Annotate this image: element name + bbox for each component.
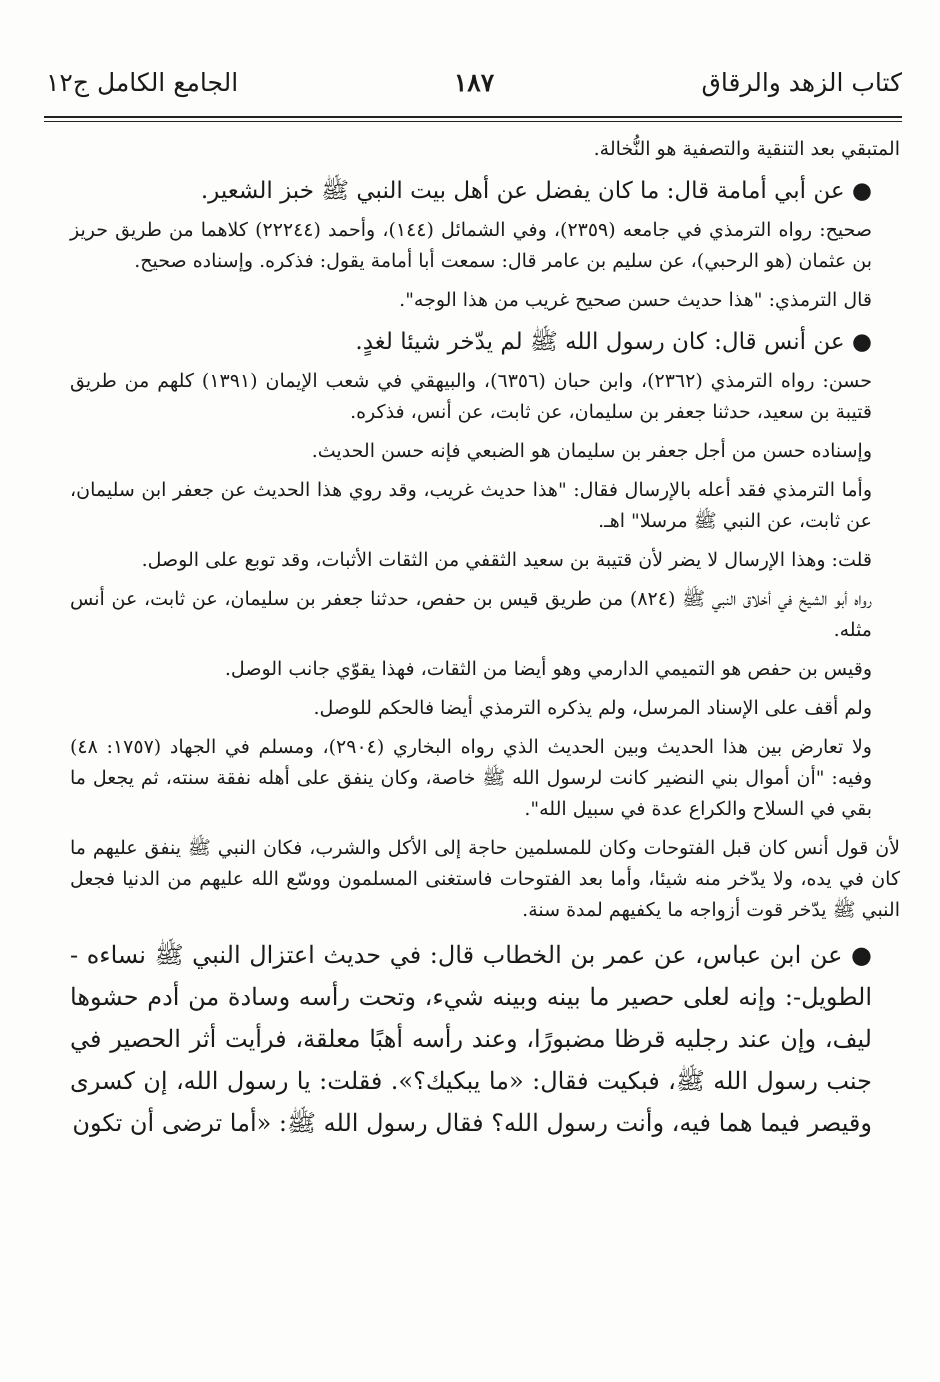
chapter-title: كتاب الزهد والرقاق <box>701 68 902 97</box>
paragraph: ولا تعارض بين هذا الحديث وبين الحديث الذي رواه البخاري (٢٩٠٤)، ومسلم في الجهاد (١٧٥٧: ٤٨) وفيه: "أن أموال بني النضير كانت لرسول الله ﷺ خاصة، وكان ينفق على أهله نفقة سنته، ثم يجعل ما بقي في السلاح والكراع عدة في سبيل الله". <box>70 736 872 820</box>
takhrij-paragraph: صحيح: رواه الترمذي في جامعه (٢٣٥٩)، وفي الشمائل (١٤٤)، وأحمد (٢٢٢٤٤) كلاهما من طريق حريز بن عثمان (هو الرحبي)، عن سليم بن عامر قال: سمعت أبا أمامة يقول: فذكره. وإسناده صحيح. <box>70 219 872 272</box>
paragraph: قال الترمذي: "هذا حديث حسن صحيح غريب من هذا الوجه". <box>399 289 872 311</box>
page-number: ١٨٧ <box>453 68 495 97</box>
paragraph: المتبقي بعد التنقية والتصفية هو النُّخالة. <box>593 138 900 160</box>
page-body <box>70 134 900 1152</box>
paragraph: وأما الترمذي فقد أعله بالإرسال فقال: "هذا حديث غريب، وقد روي هذا الحديث عن جعفر ابن سليمان، عن ثابت، عن النبي ﷺ مرسلا" اهـ. <box>70 479 872 532</box>
takhrij-paragraph: حسن: رواه الترمذي (٢٣٦٢)، وابن حبان (٦٣٥٦)، والبيهقي في شعب الإيمان (١٣٩١) كلهم من طريق قتيبة بن سعيد، حدثنا جعفر بن سليمان، عن ثابت، عن أنس، فذكره. <box>70 370 872 423</box>
page-header <box>46 62 902 104</box>
hadith-text: ● عن أبي أمامة قال: ما كان يفضل عن أهل بيت النبي ﷺ خبز الشعير. <box>200 178 872 204</box>
header-rule-thin <box>44 121 902 122</box>
paragraph: وقيس بن حفص هو التميمي الدارمي وهو أيضا من الثقات، فهذا يقوّي جانب الوصل. <box>224 658 872 680</box>
header-rule-thick <box>44 116 902 118</box>
hadith-text: ● عن ابن عباس، عن عمر بن الخطاب قال: في حديث اعتزال النبي ﷺ نساءه - الطويل-: وإنه لعلى حصير ما بينه وبينه شيء، وتحت رأسه وسادة من أدم حشوها ليف، وإن عند رجليه قرظا مضبورًا، وعند رأسه أهبًا معلقة، فرأيت أثر الحصير في جنب رسول الله ﷺ، فبكيت فقال: «ما يبكيك؟». فقلت: يا رسول الله، إن كسرى وقيصر فيما هما فيه، وأنت رسول الله؟ فقال رسول الله ﷺ: «أما ترضى أن تكون <box>70 941 873 1137</box>
paragraph: لأن قول أنس كان قبل الفتوحات وكان للمسلمين حاجة إلى الأكل والشرب، فكان النبي ﷺ ينفق عليهم ما كان في يده، ولا يدّخر منه شيئا، وأما بعد الفتوحات فاستغنى المسلمون ووسّع الله عليهم من الدنيا فجعل النبي ﷺ يدّخر قوت أزواجه ما يكفيهم لمدة سنة. <box>70 837 900 921</box>
paragraph: ولم أقف على الإسناد المرسل، ولم يذكره الترمذي أيضا فالحكم للوصل. <box>313 697 872 719</box>
paragraph: رواه أبو الشيخ في أخلاق النبي ﷺ (٨٢٤) من طريق قيس بن حفص، حدثنا جعفر بن سليمان، عن ثابت، عن أنس مثله. <box>70 588 872 641</box>
paragraph: وإسناده حسن من أجل جعفر بن سليمان هو الضبعي فإنه حسن الحديث. <box>311 440 872 462</box>
book-title: الجامع الكامل ج١٢ <box>46 68 239 97</box>
paragraph: قلت: وهذا الإرسال لا يضر لأن قتيبة بن سعيد الثقفي من الثقات الأثبات، وقد توبع على الوصل. <box>141 549 872 571</box>
hadith-text: ● عن أنس قال: كان رسول الله ﷺ لم يدّخر شيئا لغدٍ. <box>355 329 872 355</box>
